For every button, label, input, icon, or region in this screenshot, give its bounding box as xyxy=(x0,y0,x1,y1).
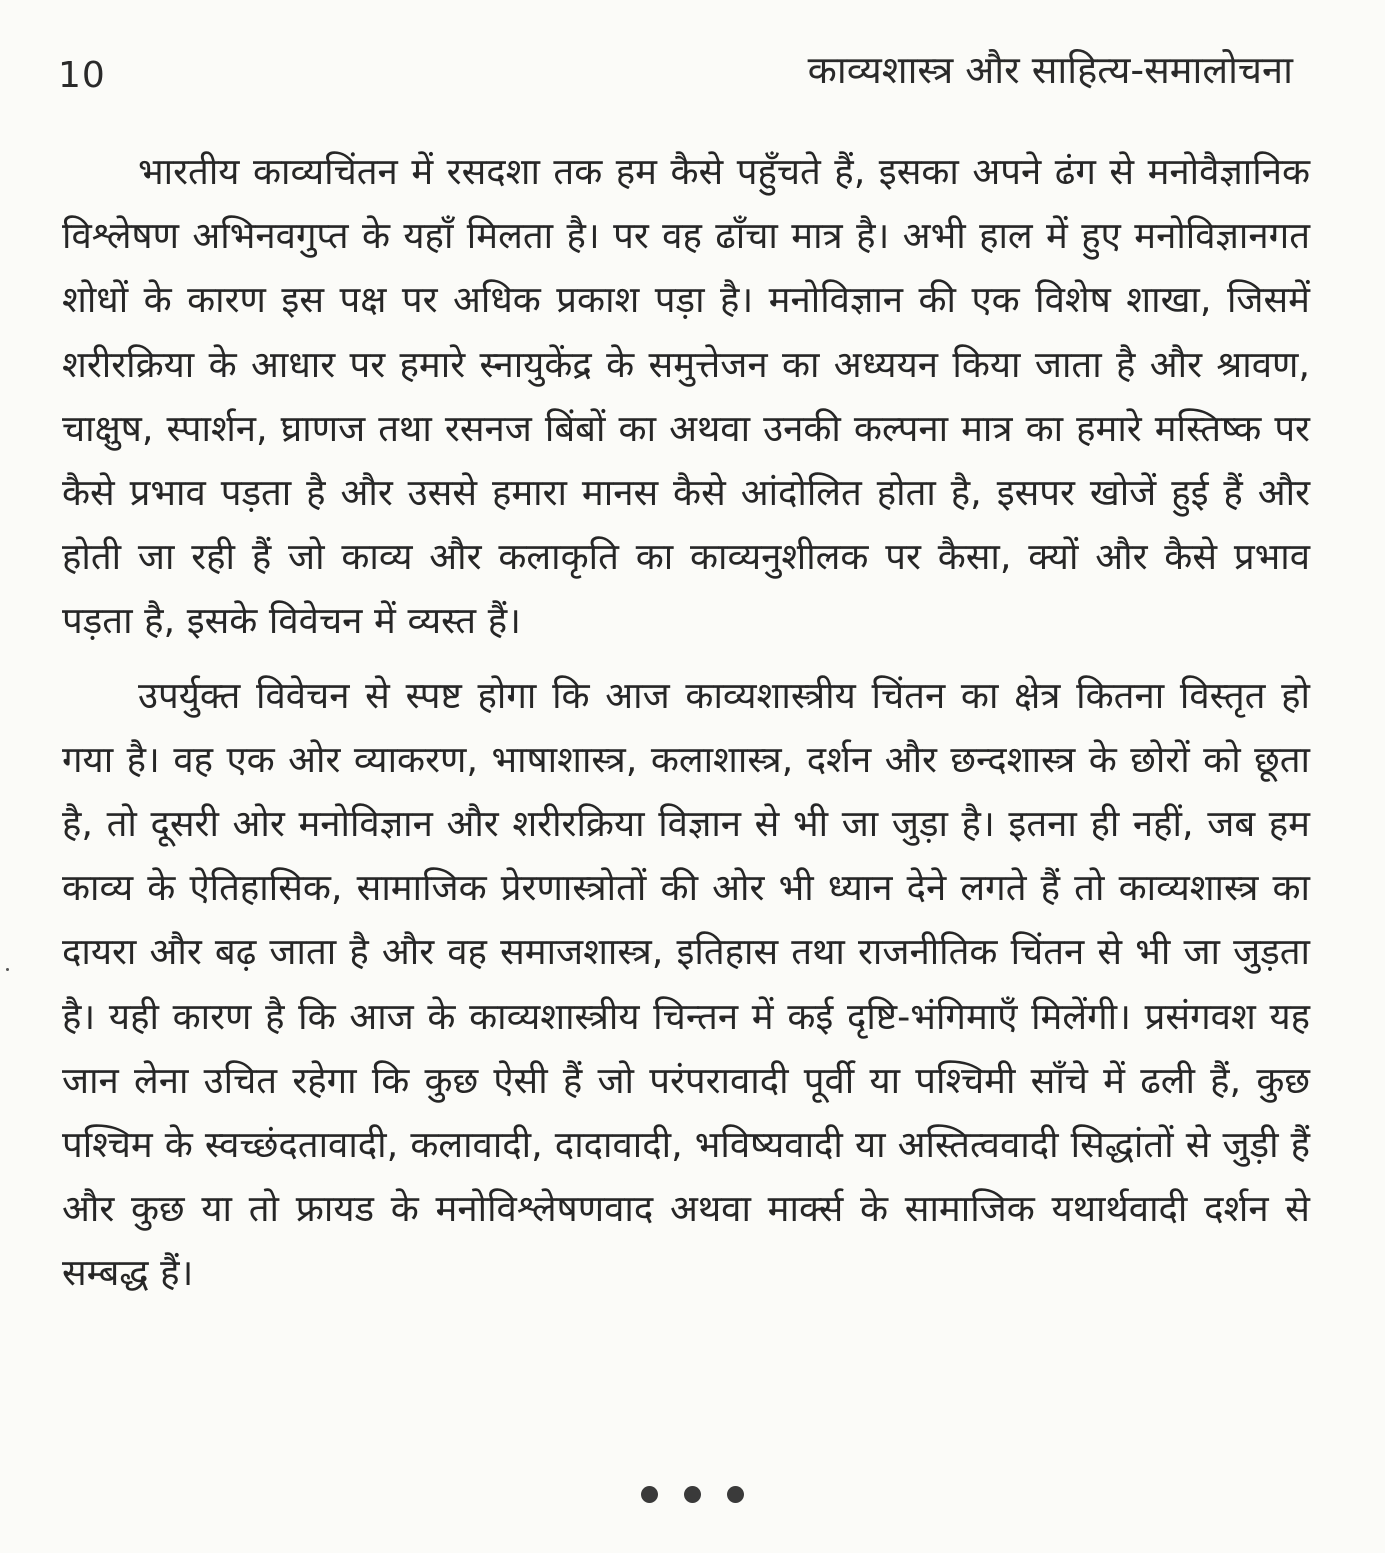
section-end-ornament xyxy=(0,1486,1385,1510)
paragraph-2: उपर्युक्त विवेचन से स्पष्ट होगा कि आज काव्यशास्त्रीय चिंतन का क्षेत्र कितना विस्तृत हो गया है। वह एक ओर व्याकरण, भाषाशास्त्र, कलाशास्त्र, दर्शन और छन्दशास्त्र के छोरों को छूता है, तो दूसरी ओर मनोविज्ञान और शरीरक्रिया विज्ञान से भी जा जुड़ा है। इतना ही नहीं, जब हम काव्य के ऐतिहासिक, सामाजिक प्रेरणास्त्रोतों की ओर भी ध्यान देने लगते हैं तो काव्यशास्त्र का दायरा और बढ़ जाता है और वह समाजशास्त्र, इतिहास तथा राजनीतिक चिंतन से भी जा जुड़ता है। यही कारण है कि आज के काव्यशास्त्रीय चिन्तन में कई दृष्टि-भंगिमाएँ मिलेंगी। प्रसंगवश यह जान लेना उचित रहेगा कि कुछ ऐसी हैं जो परंपरावादी पूर्वी या पश्चिमी साँचे में ढली हैं, कुछ पश्चिम के स्वच्छंदतावादी, कलावादी, दादावादी, भविष्यवादी या अस्तित्ववादी सिद्धांतों से जुड़ी हैं और कुछ या तो फ्रायड के मनोविश्लेषणवाद अथवा मार्क्स के सामाजिक यथार्थवादी दर्शन से सम्बद्ध हैं। xyxy=(62,673,1310,1295)
scan-speck xyxy=(6,968,9,971)
running-head-title: काव्यशास्त्र और साहित्य-समालोचना xyxy=(807,48,1293,92)
ornament-dot xyxy=(684,1486,701,1503)
body-text xyxy=(62,140,1310,1306)
ornament-dot xyxy=(727,1486,744,1503)
page-number: 10 xyxy=(58,55,106,96)
paragraph-1: भारतीय काव्यचिंतन में रसदशा तक हम कैसे पहुँचते हैं, इसका अपने ढंग से मनोवैज्ञानिक विश्लेषण अभिनवगुप्त के यहाँ मिलता है। पर वह ढाँचा मात्र है। अभी हाल में हुए मनोविज्ञानगत शोधों के कारण इस पक्ष पर अधिक प्रकाश पड़ा है। मनोविज्ञान की एक विशेष शाखा, जिसमें शरीरक्रिया के आधार पर हमारे स्नायुकेंद्र के समुत्तेजन का अध्ययन किया जाता है और श्रावण, चाक्षुष, स्पार्शन, घ्राणज तथा रसनज बिंबों का अथवा उनकी कल्पना मात्र का हमारे मस्तिष्क पर कैसे प्रभाव पड़ता है और उससे हमारा मानस कैसे आंदोलित होता है, इसपर खोजें हुई हैं और होती जा रही हैं जो काव्य और कलाकृति का काव्यनुशीलक पर कैसा, क्यों और कैसे प्रभाव पड़ता है, इसके विवेचन में व्यस्त हैं। xyxy=(62,150,1310,643)
ornament-dot xyxy=(641,1486,658,1503)
